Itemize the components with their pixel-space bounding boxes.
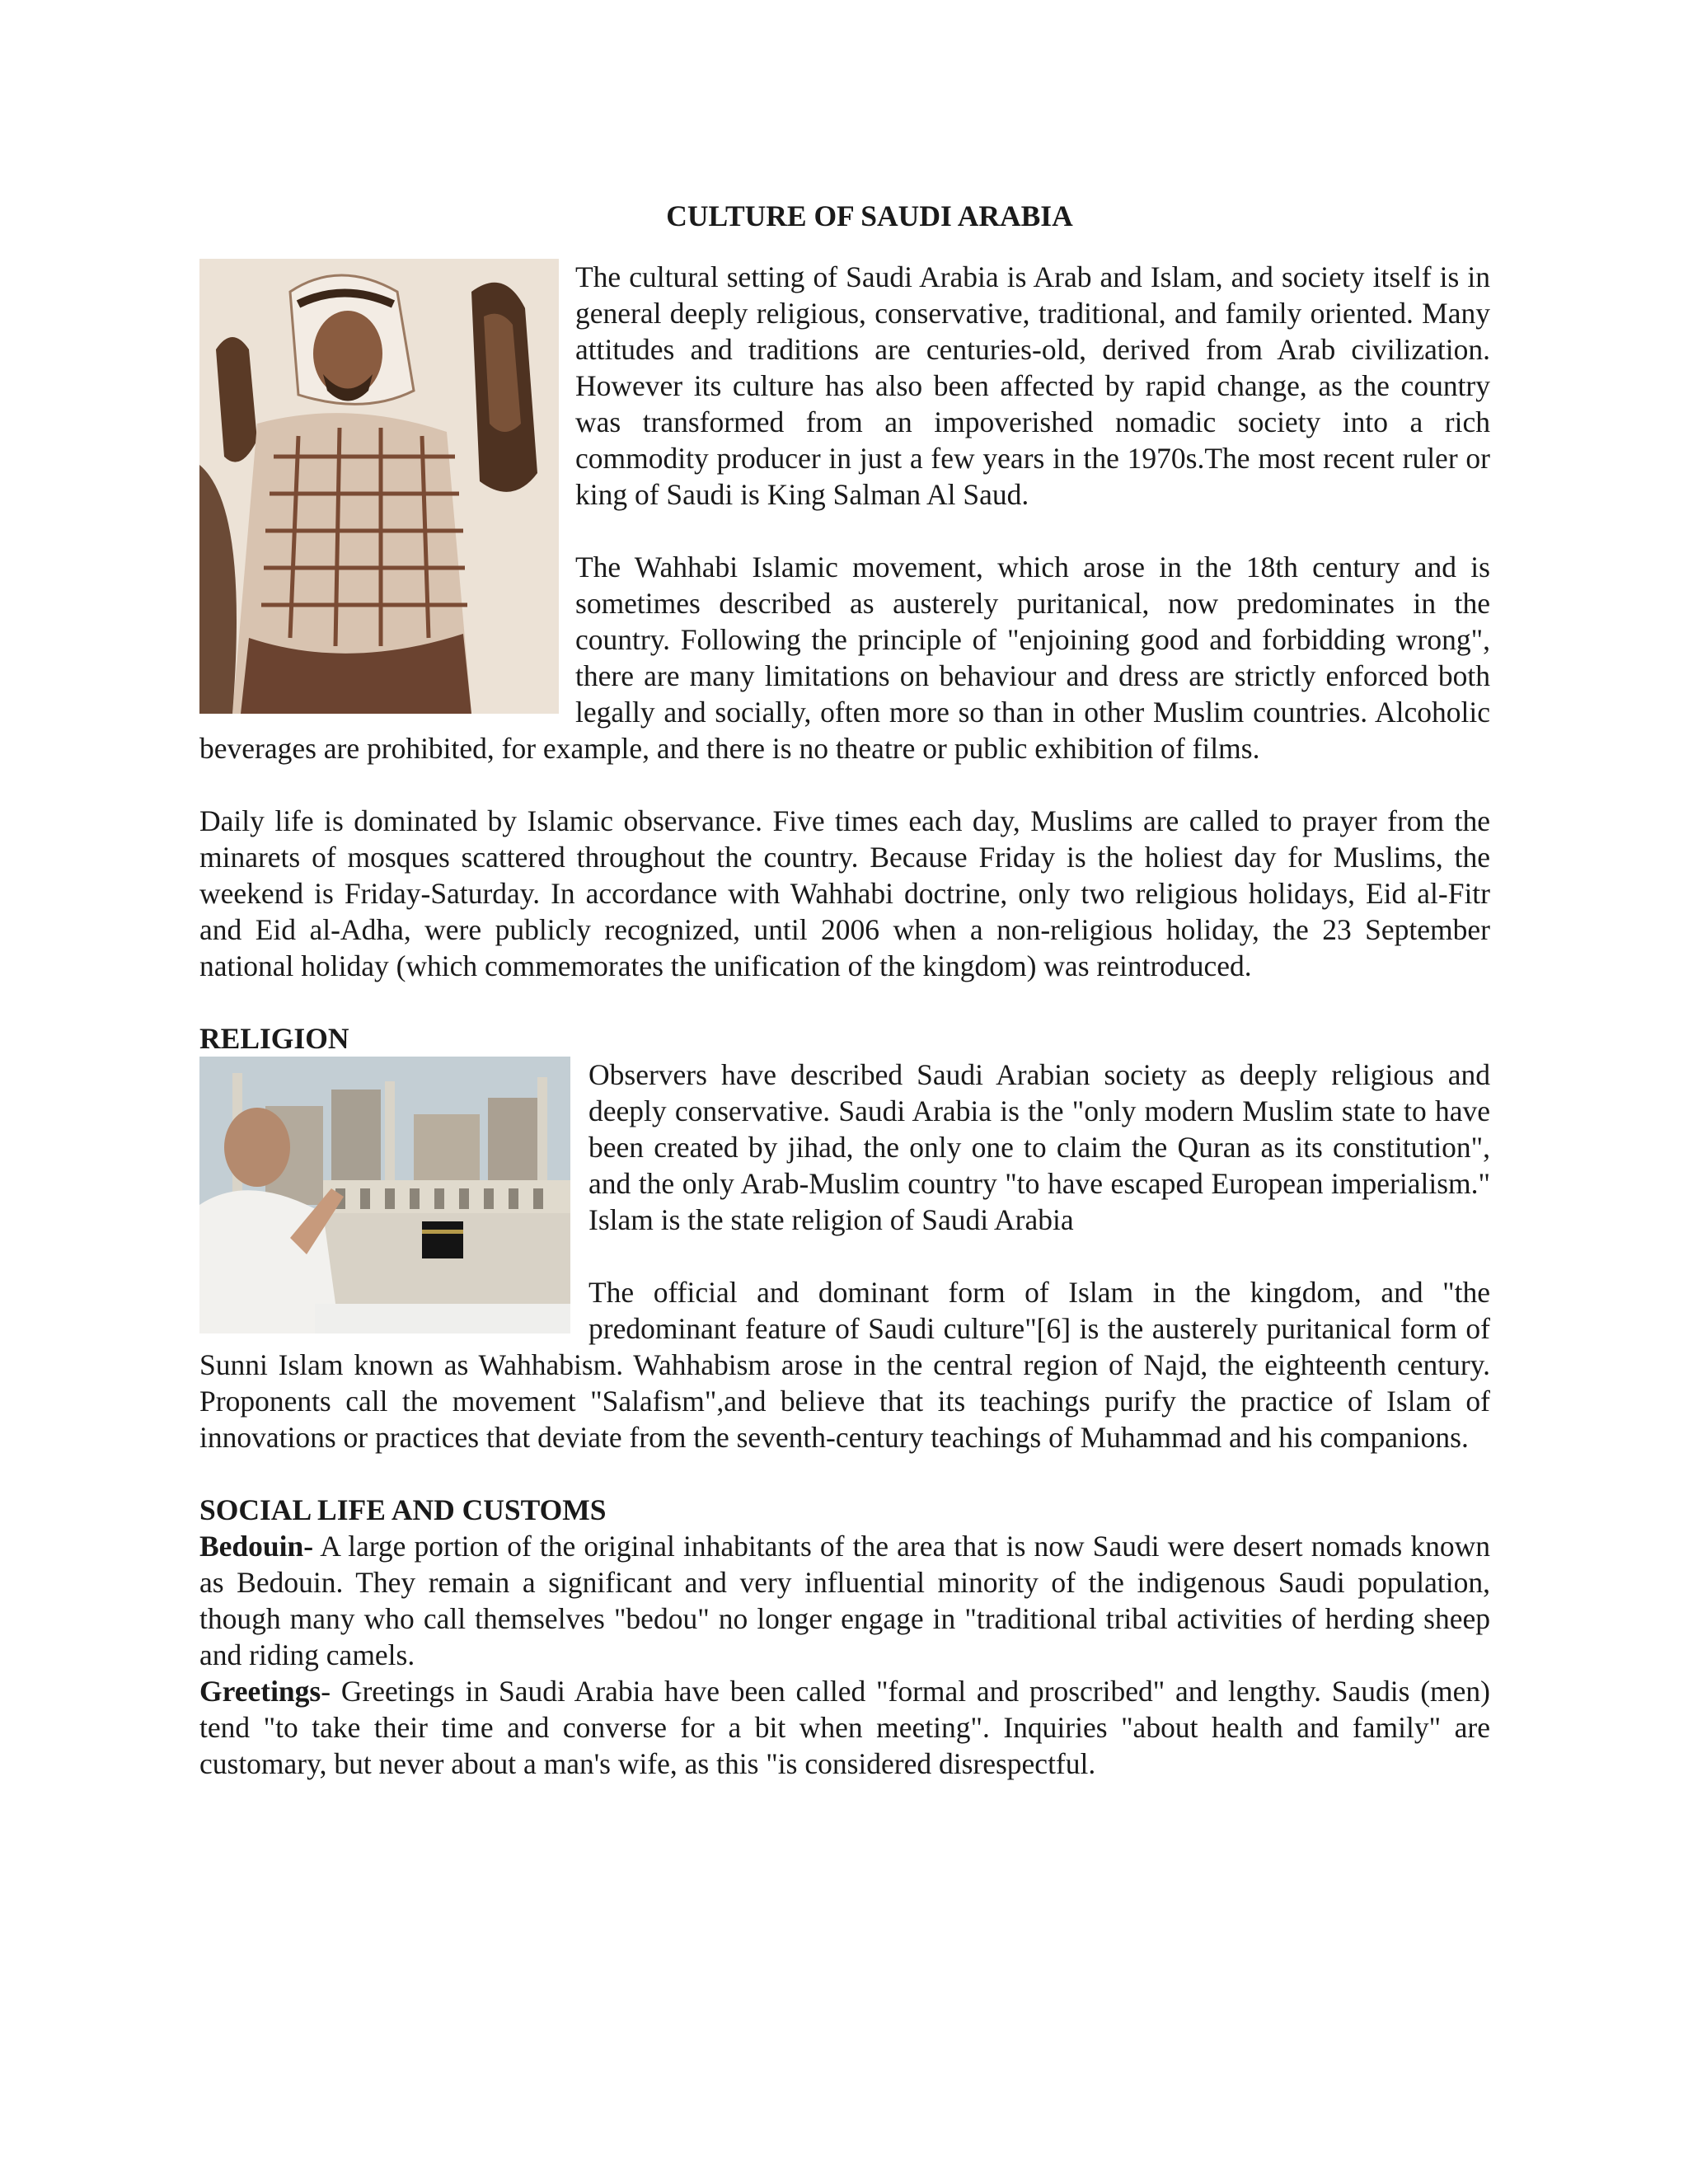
greetings-term: Greetings [199,1675,321,1708]
greetings-paragraph [199,1673,1490,1782]
bedouin-term: Bedouin- [199,1530,314,1563]
intro-paragraph-2: The Wahhabi Islamic movement, which arose in the 18th century and is sometimes described as austerely puritanical, now predominates in the country. Following the principle of "enjoining good and forbidding wrong", there are many limitations on behaviour and dress are strictly enforced both legally and socially, often more so than in other Muslim countries. Alcoholic beverages are prohibited, for example, and there is no theatre or public exhibition of films. [199,551,1490,765]
social-heading: SOCIAL LIFE AND CUSTOMS [199,1493,607,1526]
religion-paragraph-2: The official and dominant form of Islam in the kingdom, and "the predominant feature of Saudi culture"[6] is the austerely puritanical form of Sunni Islam known as Wahhabism. Wahhabism arose in the central region of Najd, the eighteenth century. Proponents call the movement "Salafism",and believe that its teachings purify the practice of Islam of innovations or practices that deviate from the seventh-century teachings of Muhammad and his companions. [199,1276,1490,1454]
portrait-photo [199,259,559,714]
document-title: CULTURE OF SAUDI ARABIA [666,199,1073,232]
document-page [199,198,1490,1782]
religion-paragraph-1: Observers have described Saudi Arabian society as deeply religious and deeply conservative. Saudi Arabia is the "only modern Muslim state to have been created by jihad, the only one to claim the Quran as its constitution", and the only Arab-Muslim country "to have escaped European imperialism." Islam is the state religion of Saudi Arabia [588,1058,1490,1236]
mecca-photo [199,1057,570,1333]
religion-heading: RELIGION [199,1022,349,1055]
greetings-text: - Greetings in Saudi Arabia have been called "formal and proscribed" and lengthy. Saudis (men) tend "to take their time and converse for a bit when meeting". Inquiries "about health and family" are customary, but never about a man's wife, as this "is considered disrespectful. [199,1675,1490,1780]
bedouin-paragraph [199,1528,1490,1673]
intro-paragraph-1: The cultural setting of Saudi Arabia is Arab and Islam, and society itself is in general deeply religious, conservative, traditional, and family oriented. Many attitudes and traditions are centuries-old, derived from Arab civilization. However its culture has also been affected by rapid change, as the country was transformed from an impoverished nomadic society into a rich commodity producer in just a few years in the 1970s.The most recent ruler or king of Saudi is King Salman Al Saud. [575,260,1490,511]
intro-paragraph-3: Daily life is dominated by Islamic observance. Five times each day, Muslims are called to prayer from the minarets of mosques scattered throughout the country. Because Friday is the holiest day for Muslims, the weekend is Friday-Saturday. In accordance with Wahhabi doctrine, only two religious holidays, Eid al-Fitr and Eid al-Adha, were publicly recognized, until 2006 when a non-religious holiday, the 23 September national holiday (which commemorates the unification of the kingdom) was reintroduced. [199,804,1490,982]
bedouin-text: A large portion of the original inhabitants of the area that is now Saudi were desert nomads known as Bedouin. They remain a significant and very influential minority of the indigenous Saudi population, though many who call themselves "bedou" no longer engage in "traditional tribal activities of herding sheep and riding camels. [199,1530,1490,1671]
